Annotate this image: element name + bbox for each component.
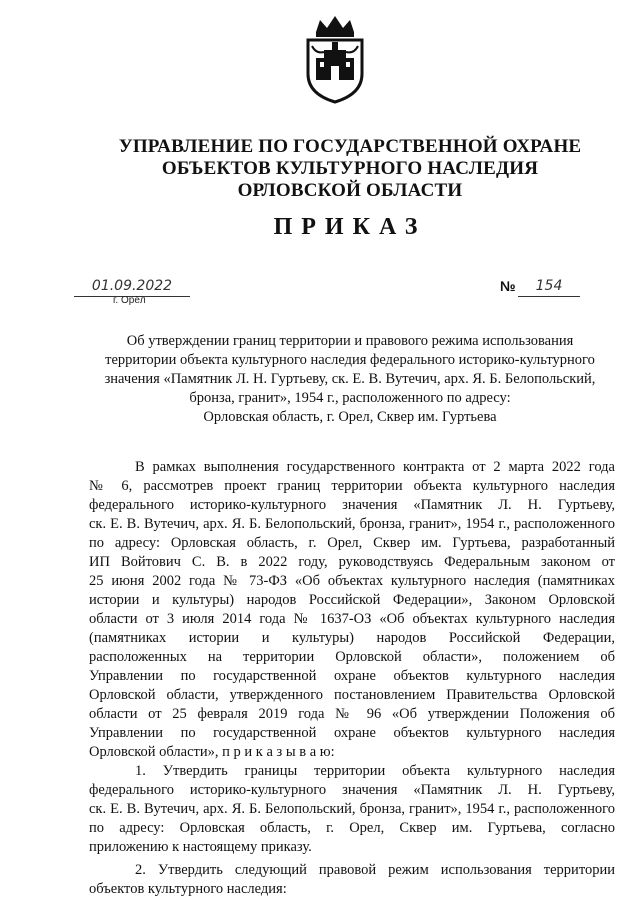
subject-line: территории объекта культурного наследия федерального историко-культурного: [105, 352, 595, 368]
orel-coat-of-arms-icon: [294, 10, 376, 106]
order-subject: [40, 332, 640, 427]
body-line: области от 25 февраля 2019 года № 96 «Об утверждении Положения об: [89, 706, 615, 722]
order-number-handwritten: 154: [518, 276, 580, 297]
body-line: ск. Е. В. Вутечич, арх. Я. Б. Белопольский, бронза, гранит», 1954 г., расположенного: [89, 801, 615, 817]
body-line: приложению к настоящему приказу.: [89, 839, 312, 855]
body-line: федерального историко-культурного значения «Памятник Л. Н. Гуртьеву,: [89, 497, 615, 513]
body-line: Управлении по государственной охране объектов культурного наследия: [89, 668, 615, 684]
body-line: № 6, рассмотрев проект границ территории объекта культурного наследия: [89, 478, 615, 494]
body-line: по адресу: Орловская область, г. Орел, Сквер им. Гуртьева, разработанный: [89, 535, 615, 551]
body-line: 25 июня 2002 года № 73-ФЗ «Об объектах культурного наследия (памятниках: [89, 573, 615, 589]
body-line: федерального историко-культурного значения «Памятник Л. Н. Гуртьеву,: [89, 782, 615, 798]
body-line: ск. Е. В. Вутечич, арх. Я. Б. Белопольский, бронза, гранит», 1954 г., расположенного: [89, 516, 615, 532]
body-line: Орловской области, утвержденного постановлением Правительства Орловской: [89, 687, 615, 703]
organization-title-line: УПРАВЛЕНИЕ ПО ГОСУДАРСТВЕННОЙ ОХРАНЕ: [118, 136, 582, 157]
body-line: 1. Утвердить границы территории объекта культурного наследия: [135, 763, 615, 779]
body-line: В рамках выполнения государственного контракта от 2 марта 2022 года: [135, 459, 615, 475]
organization-title-line: ОРЛОВСКОЙ ОБЛАСТИ: [237, 180, 463, 201]
body-line: Орловской области», п р и к а з ы в а ю:: [89, 744, 335, 760]
order-body: [89, 458, 615, 899]
order-city: г. Орёл: [113, 295, 146, 306]
body-line: области от 3 июля 2014 года № 1637-ОЗ «Об объектах культурного наследия: [89, 611, 615, 627]
organization-title-line: ОБЪЕКТОВ КУЛЬТУРНОГО НАСЛЕДИЯ: [161, 158, 539, 179]
organization-title: [40, 136, 640, 202]
subject-line: значения «Памятник Л. Н. Гуртьеву, ск. Е. В. Вутечич, арх. Я. Б. Белопольский,: [104, 371, 596, 387]
body-line: объектов культурного наследия:: [89, 881, 287, 897]
body-line: ИП Войтович С. В. в 2022 году, руководствуясь Федеральным законом от: [89, 554, 615, 570]
body-line: истории и культуры) народов Российской Федерации», Законом Орловской: [89, 592, 615, 608]
subject-line: бронза, гранит», 1954 г., расположенного по адресу:: [189, 390, 511, 406]
subject-line: Об утверждении границ территории и правового режима использования: [126, 333, 574, 349]
body-line: (памятниках истории и культуры) народов Российской Федерации,: [89, 630, 615, 646]
body-line: 2. Утвердить следующий правовой режим использования территории: [135, 862, 615, 878]
body-line: по адресу: Орловская область, г. Орел, Сквер им. Гуртьева, согласно: [89, 820, 615, 836]
body-line: Управлении по государственной охране объектов культурного наследия: [89, 725, 615, 741]
order-date-handwritten: 01.09.2022: [74, 276, 190, 297]
document-type-heading: ПРИКАЗ: [273, 214, 427, 240]
order-number-label: №: [500, 278, 516, 294]
body-line: расположенных на территории Орловской области», положением об: [89, 649, 615, 665]
subject-line: Орловская область, г. Орел, Сквер им. Гуртьева: [203, 409, 497, 425]
